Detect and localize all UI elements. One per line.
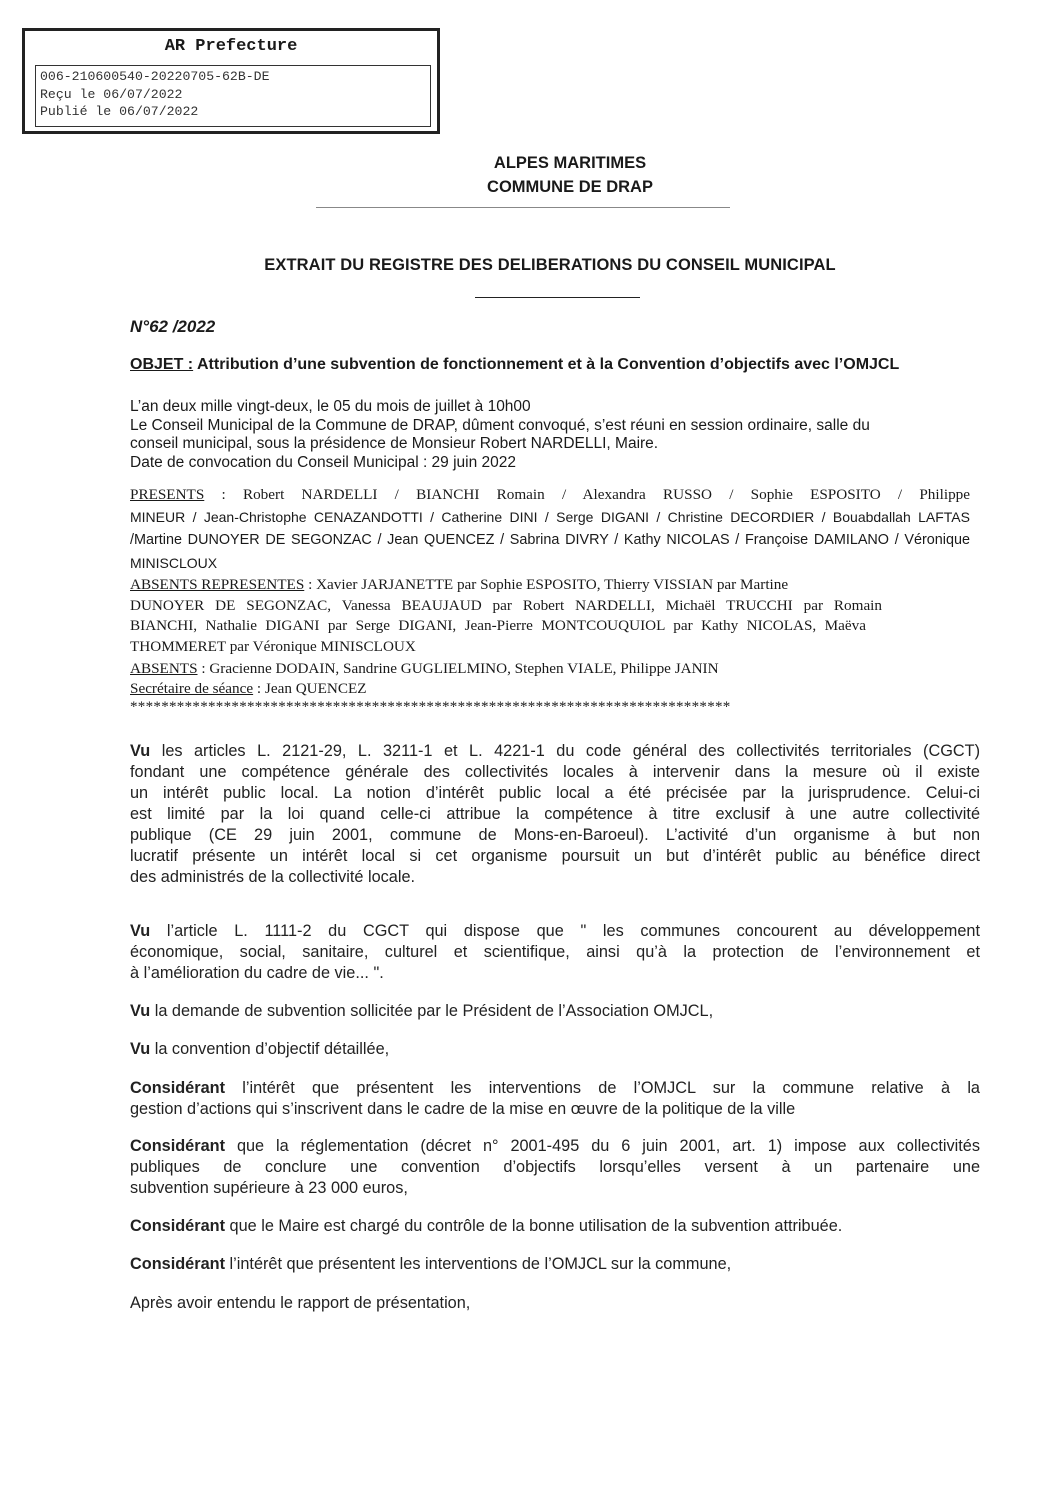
keyword-vu: Vu — [130, 1002, 151, 1020]
commune-heading: COMMUNE DE DRAP — [487, 178, 653, 196]
stamp-received-date: Reçu le 06/07/2022 — [40, 86, 183, 102]
p8-text: l’intérêt que présentent les interventions de l’OMJCL sur la commune, — [225, 1255, 732, 1273]
absents-label: ABSENTS — [130, 660, 198, 677]
keyword-considerant: Considérant — [130, 1079, 225, 1097]
presents-line-1: : Robert NARDELLI / BIANCHI Romain / Alexandra RUSSO / Sophie ESPOSITO / Philippe — [204, 486, 970, 503]
presents-line-2: MINEUR / Jean-Christophe CENAZANDOTTI / Catherine DINI / Serge DIGANI / Christine DECORDIER / Bouabdallah LAFTAS — [130, 508, 970, 525]
p1-line-6: lucratif présente un intérêt local si cet organisme poursuit un but d’intérêt public au bénéfice direct — [130, 847, 980, 865]
presents-label: PRESENTS — [130, 486, 205, 503]
header-divider — [316, 207, 730, 208]
intro-line-2: Le Conseil Municipal de la Commune de DRAP, dûment convoqué, s’est réuni en session ordinaire, salle du — [130, 416, 870, 434]
p4-text: la convention d’objectif détaillée, — [150, 1040, 390, 1058]
session-intro — [130, 398, 990, 472]
keyword-vu: Vu — [130, 922, 151, 940]
paragraph-considerant-commune — [130, 1254, 980, 1275]
represented-line-4: THOMMERET par Véronique MINISCLOUX — [130, 637, 416, 655]
paragraph-considerant-interventions — [130, 1078, 980, 1120]
p1-line-1: les articles L. 2121-29, L. 3211-1 et L. 4221-1 du code général des collectivités territoriales (CGCT) — [150, 742, 980, 760]
p6-line-1: que la réglementation (décret n° 2001-495 du 6 juin 2001, art. 1) impose aux collectivités — [225, 1137, 980, 1155]
p1-line-7: des administrés de la collectivité locale. — [130, 868, 416, 886]
represented-line-2: DUNOYER DE SEGONZAC, Vanessa BEAUJAUD par Robert NARDELLI, Michaël TRUCCHI par Romain — [130, 596, 882, 614]
objet — [130, 356, 950, 373]
p1-line-2: fondant une compétence générale des collectivités locales à intervenir dans la mesure où il existe — [130, 763, 980, 781]
p2-line-1: l’article L. 1111-2 du CGCT qui dispose que " les communes concourent au développement — [150, 922, 980, 940]
objet-label: OBJET : — [130, 356, 194, 373]
keyword-vu: Vu — [130, 1040, 151, 1058]
keyword-considerant: Considérant — [130, 1255, 225, 1273]
stamp-details — [35, 65, 431, 127]
paragraph-considerant-maire — [130, 1216, 980, 1237]
p3-text: la demande de subvention sollicitée par le Président de l’Association OMJCL, — [150, 1002, 714, 1020]
title-divider — [475, 297, 640, 298]
p1-line-5: publique (CE 29 juin 2001, commune de Mons-en-Baroeul). L’activité d’un organisme à but non — [130, 826, 980, 844]
department-heading: ALPES MARITIMES — [493, 154, 647, 172]
paragraph-vu-demande — [130, 1001, 980, 1022]
stamp-title: AR Prefecture — [164, 37, 298, 56]
represented-line-1: : Xavier JARJANETTE par Sophie ESPOSITO, Thierry VISSIAN par Martine — [304, 576, 789, 593]
p1-line-4: est limité par la loi quand celle-ci attribue la compétence à titre exclusif à une autre collectivité — [130, 805, 980, 823]
intro-line-3: conseil municipal, sous la présidence de Monsieur Robert NARDELLI, Maire. — [130, 435, 659, 453]
document-title: EXTRAIT DU REGISTRE DES DELIBERATIONS DU CONSEIL MUNICIPAL — [264, 256, 836, 274]
absents-text: : Gracienne DODAIN, Sandrine GUGLIELMINO, Stephen VIALE, Philippe JANIN — [197, 660, 719, 677]
represented-label: ABSENTS REPRESENTES — [130, 576, 305, 593]
stamp-reference: 006-210600540-20220705-62B-DE — [40, 69, 270, 84]
keyword-vu: Vu — [130, 742, 151, 760]
p5-line-2: gestion d’actions qui s’inscrivent dans le cadre de la mise en œuvre de la politique de la ville — [130, 1100, 796, 1118]
stamp-published-date: Publié le 06/07/2022 — [40, 104, 199, 119]
p7-text: que le Maire est chargé du contrôle de la bonne utilisation de la subvention attribuée. — [225, 1217, 843, 1235]
paragraph-vu-convention — [130, 1039, 980, 1060]
paragraph-considerant-reglementation — [130, 1136, 980, 1199]
represented-block — [130, 575, 970, 657]
separator-stars: ***************************************************************************** — [130, 699, 731, 715]
p2-line-2: économique, social, sanitaire, culturel et scientifique, ainsi qu’à la protection de l’environnement et — [130, 943, 980, 961]
convocation-date: Date de convocation du Conseil Municipal : 29 juin 2022 — [130, 453, 517, 471]
paragraph-vu-l1111 — [130, 921, 980, 984]
p1-line-3: un intérêt public local. La notion d’intérêt public local a été précisée par la jurisprudence. Celui-ci — [130, 784, 980, 802]
keyword-considerant: Considérant — [130, 1137, 225, 1155]
p6-line-2: publiques de conclure une convention d’objectifs lorsqu’elles versent à un partenaire une — [130, 1158, 980, 1176]
objet-text: Attribution d’une subvention de fonctionnement et à la Convention d’objectifs avec l’OMJCL — [193, 356, 900, 373]
deliberation-number: N°62 /2022 — [130, 317, 216, 336]
presents-line-4: MINISCLOUX — [130, 554, 218, 571]
paragraph-vu-articles — [130, 741, 980, 888]
presents-line-3: /Martine DUNOYER DE SEGONZAC / Jean QUENCEZ / Sabrina DIVRY / Kathy NICOLAS / Françoise DAMILANO / Véronique — [130, 531, 970, 548]
p6-line-3: subvention supérieure à 23 000 euros, — [130, 1179, 408, 1197]
secretary-text: : Jean QUENCEZ — [253, 680, 367, 697]
p2-line-3: à l’amélioration du cadre de vie... ". — [130, 964, 384, 982]
intro-date-line: L’an deux mille vingt-deux, le 05 du mois de juillet à 10h00 — [130, 398, 531, 415]
paragraph-apres-rapport: Après avoir entendu le rapport de présentation, — [130, 1294, 471, 1312]
secretary-label: Secrétaire de séance — [130, 680, 254, 697]
presents-block — [130, 485, 970, 574]
keyword-considerant: Considérant — [130, 1217, 225, 1235]
ar-prefecture-stamp — [22, 28, 440, 134]
represented-line-3: BIANCHI, Nathalie DIGANI par Serge DIGANI, Jean-Pierre MONTCOUQUIOL par Kathy NICOLAS, Maëva — [130, 617, 866, 635]
absents-line — [130, 659, 970, 680]
secretary-line — [130, 679, 970, 700]
p5-line-1: l’intérêt que présentent les interventions de l’OMJCL sur la commune relative à la — [225, 1079, 980, 1097]
